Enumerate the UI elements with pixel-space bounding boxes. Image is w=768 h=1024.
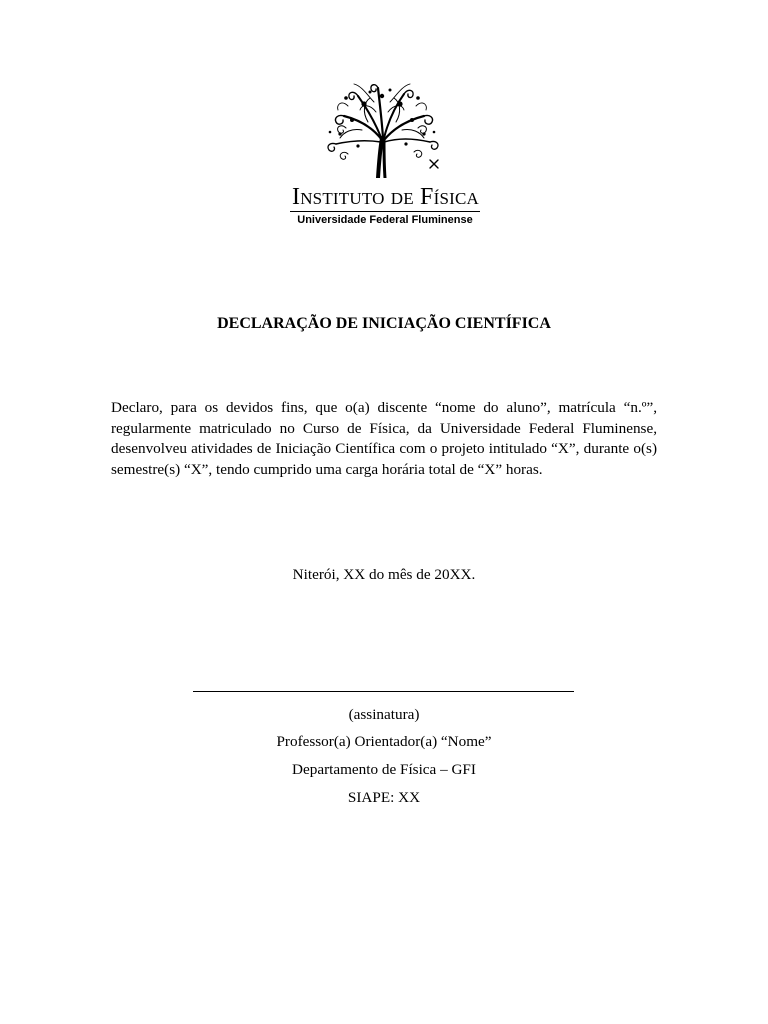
declaration-paragraph: Declaro, para os devidos fins, que o(a) discente “nome do aluno”, matrícula “n.º”, regularmente matriculado no Curso de Física, da Universidade Federal Fluminense, desenvolveu atividades de Iniciação Científica com o projeto intitulado “X”, durante o(s) semestre(s) “X”, tendo cumprido uma carga horária total de “X” horas. — [111, 399, 657, 479]
logo-divider — [290, 211, 480, 212]
signature-label: (assinatura) — [348, 706, 420, 723]
advisor-name: Professor(a) Orientador(a) “Nome” — [276, 733, 492, 750]
institution-name: Instituto de Física — [292, 184, 479, 210]
siape-number: SIAPE: XX — [347, 789, 421, 806]
decorative-tree-icon — [318, 82, 448, 178]
document-title: DECLARAÇÃO DE INICIAÇÃO CIENTÍFICA — [217, 315, 551, 332]
institute-logo — [280, 82, 490, 232]
university-name: Universidade Federal Fluminense — [297, 214, 473, 226]
signature-line — [193, 691, 574, 692]
place-and-date: Niterói, XX do mês de 20XX. — [292, 566, 476, 583]
department-name: Departamento de Física – GFI — [292, 761, 476, 778]
